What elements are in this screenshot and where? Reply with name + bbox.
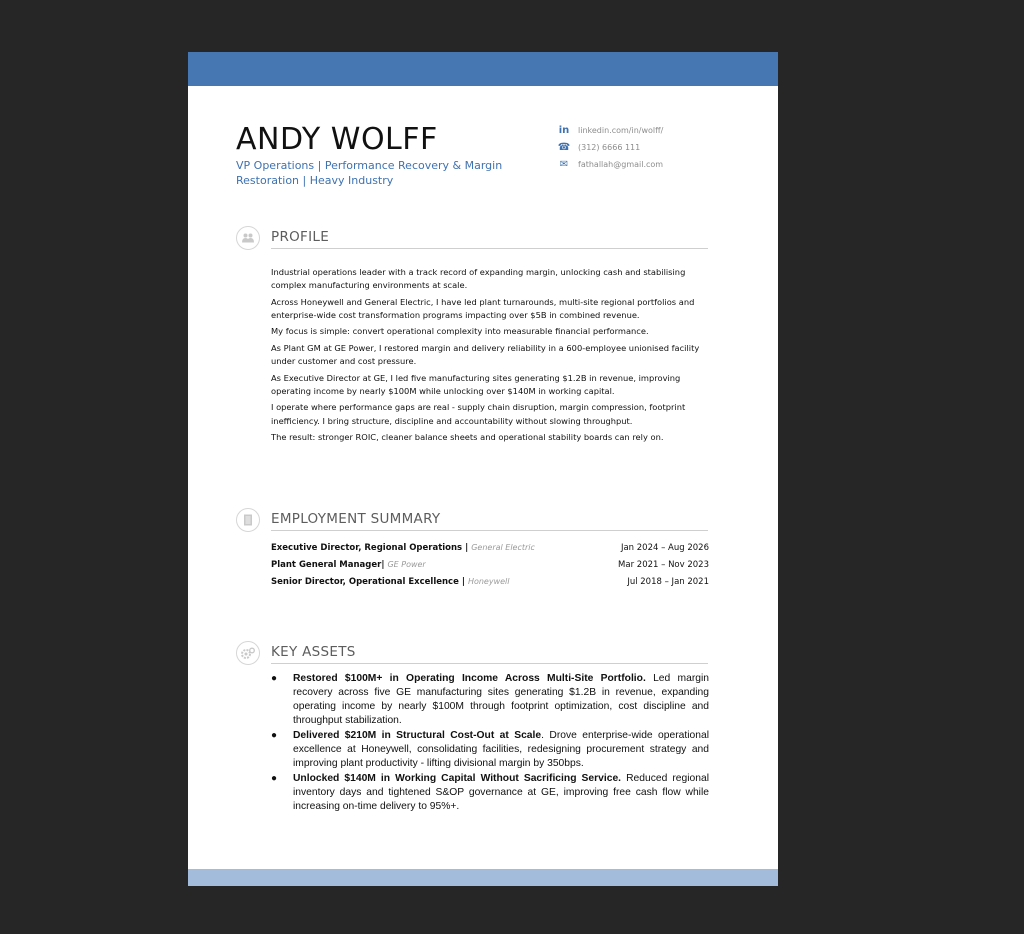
header-color-band [188, 52, 778, 86]
gears-icon [236, 641, 260, 665]
assets-section-header [236, 641, 708, 667]
phone-number[interactable]: (312) 6666 111 [578, 143, 641, 152]
job-company: General Electric [471, 543, 535, 552]
profile-section-title: PROFILE [271, 229, 330, 245]
job-title: Executive Director, Regional Operations [271, 543, 466, 553]
profile-paragraph: Industrial operations leader with a track record of expanding margin, unlocking cash and stabilising complex manufacturing environments at scale. [271, 267, 686, 291]
section-divider [271, 663, 708, 664]
bullet-icon: ● [271, 730, 278, 741]
job-company: GE Power [387, 560, 426, 569]
contact-phone[interactable] [556, 139, 663, 156]
footer-color-band [188, 869, 778, 886]
bullet-icon: ● [271, 673, 278, 684]
employment-section-header [236, 508, 708, 534]
job-separator: | [461, 577, 465, 587]
job-row [271, 543, 709, 560]
key-assets-list [271, 672, 709, 815]
asset-description: . Drove enterprise-wide operational excellence at Honeywell, consolidating facilities, redesigning procurement strategy and improving plant productivity - lifting divisional margin by 350bps. [293, 730, 709, 769]
section-divider [271, 530, 708, 531]
document-icon [236, 508, 260, 532]
profile-paragraph: As Executive Director at GE, I led five manufacturing sites generating $1.2B in revenue, improving operating income by nearly $100M while unlocking over $140M in working capital. [271, 372, 681, 396]
profile-paragraph: Across Honeywell and General Electric, I have led plant turnarounds, multi-site regional portfolios and enterprise-wide cost transformation programs impacting over $5B in combined revenue. [271, 296, 695, 320]
list-item [271, 729, 709, 771]
contact-linkedin[interactable] [556, 122, 663, 139]
profile-paragraph: I operate where performance gaps are real - supply chain disruption, margin compression, footprint inefficiency. I bring structure, discipline and accountability without slowing throughput. [271, 402, 686, 426]
email-icon: ✉ [559, 159, 569, 170]
job-row [271, 577, 709, 594]
job-title: Senior Director, Operational Excellence [271, 577, 462, 587]
email-address[interactable]: fathallah@gmail.com [578, 160, 664, 169]
section-divider [271, 248, 708, 249]
employment-list [271, 543, 709, 594]
list-item [271, 772, 709, 814]
bullet-icon: ● [271, 773, 278, 784]
linkedin-url[interactable]: linkedin.com/in/wolff/ [578, 126, 664, 135]
contact-email[interactable] [556, 156, 663, 173]
asset-description: Led margin recovery across five GE manufacturing sites generating $1.2B in revenue, expanding operating income by nearly $100M through footprint optimization, cost discipline and throughput stabilization. [293, 673, 709, 726]
linkedin-icon: in [558, 125, 570, 136]
job-row [271, 560, 709, 577]
job-separator: | [465, 543, 469, 553]
phone-icon: ☎ [557, 142, 571, 153]
employment-section-title: EMPLOYMENT SUMMARY [271, 511, 441, 527]
asset-headline: Delivered $210M in Structural Cost-Out at Scale [293, 730, 542, 741]
job-dates: Jul 2018 – Jan 2021 [627, 577, 709, 587]
people-icon [236, 226, 260, 250]
resume-page [188, 52, 778, 886]
assets-section-title: KEY ASSETS [271, 644, 356, 660]
job-separator: | [381, 560, 385, 570]
candidate-name: ANDY WOLFF [236, 122, 438, 157]
profile-paragraph: My focus is simple: convert operational complexity into measurable financial performance. [271, 326, 649, 337]
asset-headline: Unlocked $140M in Working Capital Without Sacrificing Service. [293, 773, 622, 784]
list-item [271, 672, 709, 728]
job-dates: Mar 2021 – Nov 2023 [618, 560, 709, 570]
asset-headline: Restored $100M+ in Operating Income Across Multi-Site Portfolio. [293, 673, 646, 684]
profile-section-header [236, 226, 708, 252]
profile-text [271, 266, 711, 448]
job-title: Plant General Manager [271, 560, 382, 570]
contact-list [556, 122, 663, 173]
asset-description: Reduced regional inventory days and tightened S&OP governance at GE, improving free cash flow while increasing on-time delivery to 95%+. [293, 773, 710, 812]
profile-paragraph: The result: stronger ROIC, cleaner balance sheets and operational stability boards can rely on. [271, 432, 664, 443]
job-dates: Jan 2024 – Aug 2026 [620, 543, 709, 553]
candidate-tagline: VP Operations | Performance Recovery & Margin Restoration | Heavy Industry [236, 159, 503, 187]
profile-paragraph: As Plant GM at GE Power, I restored margin and delivery reliability in a 600-employee unionised facility under customer and cost pressure. [271, 342, 700, 367]
job-company: Honeywell [467, 577, 510, 586]
